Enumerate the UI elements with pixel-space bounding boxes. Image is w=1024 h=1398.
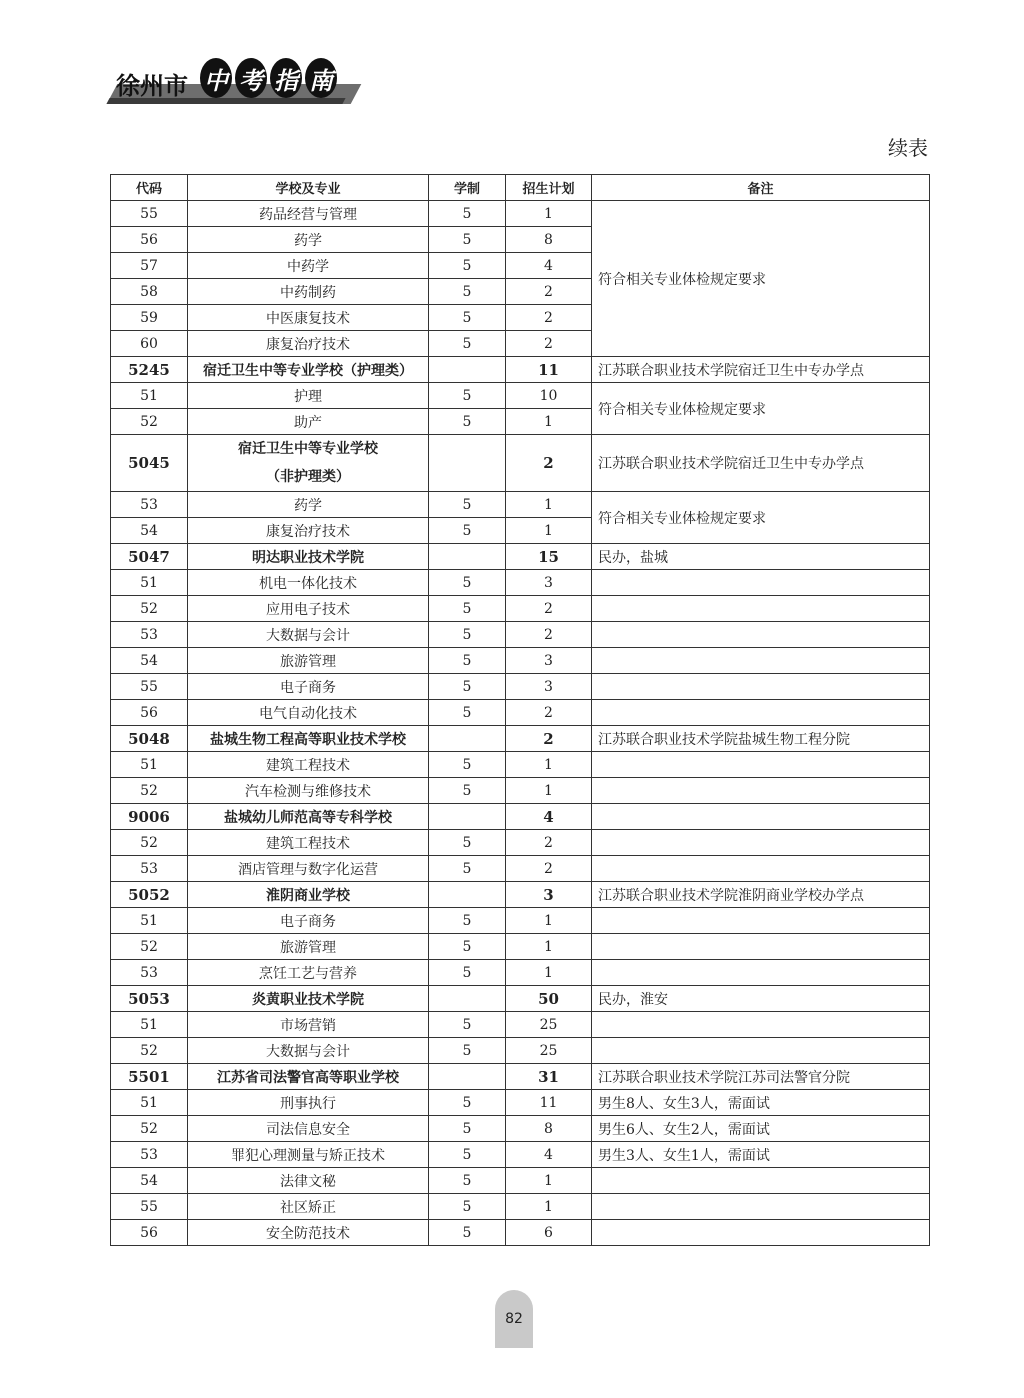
cell-years: 5 [429,830,506,856]
cell-note: 男生6人、女生2人，需面试 [592,1116,930,1142]
table-row [111,674,930,700]
cell-plan: 1 [506,518,592,544]
cell-code: 52 [111,1038,188,1064]
cell-name: 大数据与会计 [188,622,429,648]
col-header-school: 学校及专业 [188,175,429,201]
cell-code: 5052 [111,882,188,908]
cell-code: 52 [111,934,188,960]
table-row [111,596,930,622]
cell-plan: 1 [506,201,592,227]
table-row [111,960,930,986]
table-row [111,752,930,778]
cell-years: 5 [429,305,506,331]
table-row [111,1142,930,1168]
cell-years: 5 [429,622,506,648]
cell-note: 江苏联合职业技术学院盐城生物工程分院 [592,726,930,752]
cell-plan: 8 [506,227,592,253]
cell-years [429,544,506,570]
cell-name: 药学 [188,492,429,518]
cell-code: 51 [111,908,188,934]
cell-years: 5 [429,409,506,435]
table-row [111,1012,930,1038]
cell-code: 53 [111,622,188,648]
cell-name: 司法信息安全 [188,1116,429,1142]
cell-plan: 31 [506,1064,592,1090]
cell-plan: 6 [506,1220,592,1246]
cell-name: 康复治疗技术 [188,518,429,544]
table-header-row [111,175,930,201]
cell-name: 法律文秘 [188,1168,429,1194]
cell-name: 盐城幼儿师范高等专科学校 [188,804,429,830]
cell-name: 护理 [188,383,429,409]
cell-plan: 3 [506,570,592,596]
cell-plan: 4 [506,1142,592,1168]
cell-note: 江苏联合职业技术学院宿迁卫生中专办学点 [592,435,930,492]
cell-years: 5 [429,674,506,700]
logo-badge: 指 [270,58,302,98]
cell-plan: 2 [506,622,592,648]
cell-note [592,596,930,622]
cell-name: 宿迁卫生中等专业学校（护理类） [188,357,429,383]
table-row [111,830,930,856]
cell-code: 53 [111,960,188,986]
cell-name: 康复治疗技术 [188,331,429,357]
cell-code: 60 [111,331,188,357]
col-header-years: 学制 [429,175,506,201]
col-header-plan: 招生计划 [506,175,592,201]
cell-years: 5 [429,518,506,544]
cell-plan: 1 [506,1194,592,1220]
cell-name: 大数据与会计 [188,1038,429,1064]
cell-name: 烹饪工艺与营养 [188,960,429,986]
cell-name-line2: （非护理类） [266,469,350,485]
cell-name: 淮阴商业学校 [188,882,429,908]
cell-name: 中医康复技术 [188,305,429,331]
cell-code: 55 [111,1194,188,1220]
cell-name: 罪犯心理测量与矫正技术 [188,1142,429,1168]
school-row [111,726,930,752]
cell-years: 5 [429,492,506,518]
cell-years: 5 [429,201,506,227]
cell-code: 55 [111,201,188,227]
table-row [111,492,930,518]
cell-note [592,674,930,700]
cell-name: 汽车检测与维修技术 [188,778,429,804]
cell-code: 56 [111,700,188,726]
cell-plan: 1 [506,752,592,778]
cell-note [592,1012,930,1038]
cell-code: 51 [111,752,188,778]
cell-years: 5 [429,1194,506,1220]
cell-code: 54 [111,1168,188,1194]
cell-note-merged: 符合相关专业体检规定要求 [592,201,930,357]
cell-name: 明达职业技术学院 [188,544,429,570]
school-row [111,435,930,492]
cell-years: 5 [429,1142,506,1168]
cell-years: 5 [429,253,506,279]
cell-code: 54 [111,518,188,544]
cell-years: 5 [429,1012,506,1038]
table-row [111,700,930,726]
cell-name: 药品经营与管理 [188,201,429,227]
cell-code: 51 [111,570,188,596]
cell-code: 5048 [111,726,188,752]
cell-years: 5 [429,1038,506,1064]
cell-code: 5245 [111,357,188,383]
cell-plan: 2 [506,596,592,622]
cell-name-line1: 宿迁卫生中等专业学校 [238,441,378,457]
table-row [111,1194,930,1220]
cell-years: 5 [429,752,506,778]
cell-plan: 2 [506,305,592,331]
table-row [111,908,930,934]
cell-name: 盐城生物工程高等职业技术学校 [188,726,429,752]
cell-plan: 2 [506,435,592,492]
cell-name [188,435,429,492]
cell-plan: 2 [506,331,592,357]
cell-plan: 4 [506,253,592,279]
cell-note [592,856,930,882]
cell-code: 52 [111,1116,188,1142]
cell-plan: 25 [506,1012,592,1038]
admission-table [110,174,930,1246]
cell-note [592,570,930,596]
cell-code: 52 [111,409,188,435]
cell-years [429,435,506,492]
cell-note [592,934,930,960]
cell-years: 5 [429,1090,506,1116]
cell-plan: 2 [506,830,592,856]
school-row [111,986,930,1012]
cell-note: 男生8人、女生3人，需面试 [592,1090,930,1116]
cell-name: 应用电子技术 [188,596,429,622]
cell-years: 5 [429,778,506,804]
cell-plan: 11 [506,357,592,383]
cell-note [592,622,930,648]
logo-badge: 南 [305,58,337,98]
cell-note [592,648,930,674]
school-row [111,804,930,830]
table-row [111,648,930,674]
cell-plan: 1 [506,934,592,960]
cell-plan: 11 [506,1090,592,1116]
cell-plan: 8 [506,1116,592,1142]
cell-note [592,804,930,830]
table-row [111,1116,930,1142]
table-row [111,856,930,882]
cell-note [592,1168,930,1194]
cell-code: 54 [111,648,188,674]
table-row [111,622,930,648]
continued-label: 续表 [888,136,928,160]
cell-name: 安全防范技术 [188,1220,429,1246]
cell-name: 刑事执行 [188,1090,429,1116]
cell-plan: 3 [506,674,592,700]
col-header-note: 备注 [592,175,930,201]
cell-years: 5 [429,570,506,596]
table-row [111,778,930,804]
cell-name: 药学 [188,227,429,253]
cell-years [429,357,506,383]
cell-name: 电气自动化技术 [188,700,429,726]
school-row [111,882,930,908]
table-row [111,1220,930,1246]
cell-code: 5501 [111,1064,188,1090]
cell-note [592,752,930,778]
cell-note [592,778,930,804]
cell-years: 5 [429,331,506,357]
cell-note [592,830,930,856]
cell-note-merged: 符合相关专业体检规定要求 [592,492,930,544]
cell-years: 5 [429,908,506,934]
cell-years: 5 [429,1220,506,1246]
cell-years [429,882,506,908]
cell-code: 53 [111,492,188,518]
cell-plan: 2 [506,700,592,726]
cell-years [429,804,506,830]
cell-note [592,1220,930,1246]
school-row [111,1064,930,1090]
header-logo [108,58,358,110]
cell-code: 9006 [111,804,188,830]
table-row [111,383,930,409]
table-row [111,1090,930,1116]
logo-badges [200,58,337,98]
cell-plan: 1 [506,409,592,435]
cell-name: 机电一体化技术 [188,570,429,596]
cell-name: 社区矫正 [188,1194,429,1220]
cell-plan: 3 [506,882,592,908]
cell-name: 电子商务 [188,674,429,700]
cell-note: 江苏联合职业技术学院淮阴商业学校办学点 [592,882,930,908]
cell-plan: 1 [506,960,592,986]
cell-code: 56 [111,1220,188,1246]
cell-code: 59 [111,305,188,331]
cell-note [592,1194,930,1220]
cell-years: 5 [429,648,506,674]
cell-years: 5 [429,383,506,409]
cell-note: 民办，淮安 [592,986,930,1012]
cell-plan: 1 [506,1168,592,1194]
cell-code: 55 [111,674,188,700]
cell-years [429,1064,506,1090]
cell-name: 中药学 [188,253,429,279]
cell-years: 5 [429,700,506,726]
cell-years: 5 [429,596,506,622]
cell-code: 5047 [111,544,188,570]
cell-note: 民办，盐城 [592,544,930,570]
cell-plan: 25 [506,1038,592,1064]
school-row [111,357,930,383]
cell-years: 5 [429,960,506,986]
table-row [111,201,930,227]
table-row [111,570,930,596]
cell-plan: 10 [506,383,592,409]
cell-name: 江苏省司法警官高等职业学校 [188,1064,429,1090]
cell-note: 江苏联合职业技术学院宿迁卫生中专办学点 [592,357,930,383]
cell-plan: 4 [506,804,592,830]
col-header-code: 代码 [111,175,188,201]
cell-years: 5 [429,1168,506,1194]
cell-note-merged: 符合相关专业体检规定要求 [592,383,930,435]
cell-name: 旅游管理 [188,648,429,674]
cell-code: 58 [111,279,188,305]
cell-code: 52 [111,596,188,622]
cell-name: 电子商务 [188,908,429,934]
cell-note [592,908,930,934]
cell-years: 5 [429,934,506,960]
cell-code: 53 [111,856,188,882]
cell-code: 57 [111,253,188,279]
cell-plan: 2 [506,279,592,305]
cell-code: 52 [111,778,188,804]
cell-note [592,1038,930,1064]
cell-years: 5 [429,1116,506,1142]
cell-name: 建筑工程技术 [188,830,429,856]
cell-note [592,960,930,986]
logo-badge: 考 [235,58,267,98]
cell-years [429,986,506,1012]
logo-badge: 中 [200,58,232,98]
table-row [111,934,930,960]
cell-code: 51 [111,383,188,409]
cell-name: 建筑工程技术 [188,752,429,778]
cell-note: 男生3人、女生1人，需面试 [592,1142,930,1168]
cell-name: 旅游管理 [188,934,429,960]
page-number: 82 [495,1290,533,1348]
cell-name: 助产 [188,409,429,435]
logo-city: 徐州市 [116,72,188,100]
cell-note [592,700,930,726]
cell-plan: 1 [506,908,592,934]
cell-code: 51 [111,1090,188,1116]
cell-code: 52 [111,830,188,856]
cell-code: 51 [111,1012,188,1038]
cell-plan: 1 [506,492,592,518]
cell-code: 5045 [111,435,188,492]
cell-note: 江苏联合职业技术学院江苏司法警官分院 [592,1064,930,1090]
cell-code: 5053 [111,986,188,1012]
cell-plan: 15 [506,544,592,570]
cell-plan: 3 [506,648,592,674]
table-row [111,1038,930,1064]
cell-years [429,726,506,752]
cell-plan: 50 [506,986,592,1012]
cell-name: 酒店管理与数字化运营 [188,856,429,882]
table-row [111,1168,930,1194]
cell-plan: 2 [506,726,592,752]
cell-plan: 1 [506,778,592,804]
school-row [111,544,930,570]
cell-name: 中药制药 [188,279,429,305]
cell-plan: 2 [506,856,592,882]
cell-years: 5 [429,856,506,882]
cell-years: 5 [429,279,506,305]
cell-years: 5 [429,227,506,253]
cell-name: 市场营销 [188,1012,429,1038]
cell-name: 炎黄职业技术学院 [188,986,429,1012]
cell-code: 53 [111,1142,188,1168]
cell-code: 56 [111,227,188,253]
